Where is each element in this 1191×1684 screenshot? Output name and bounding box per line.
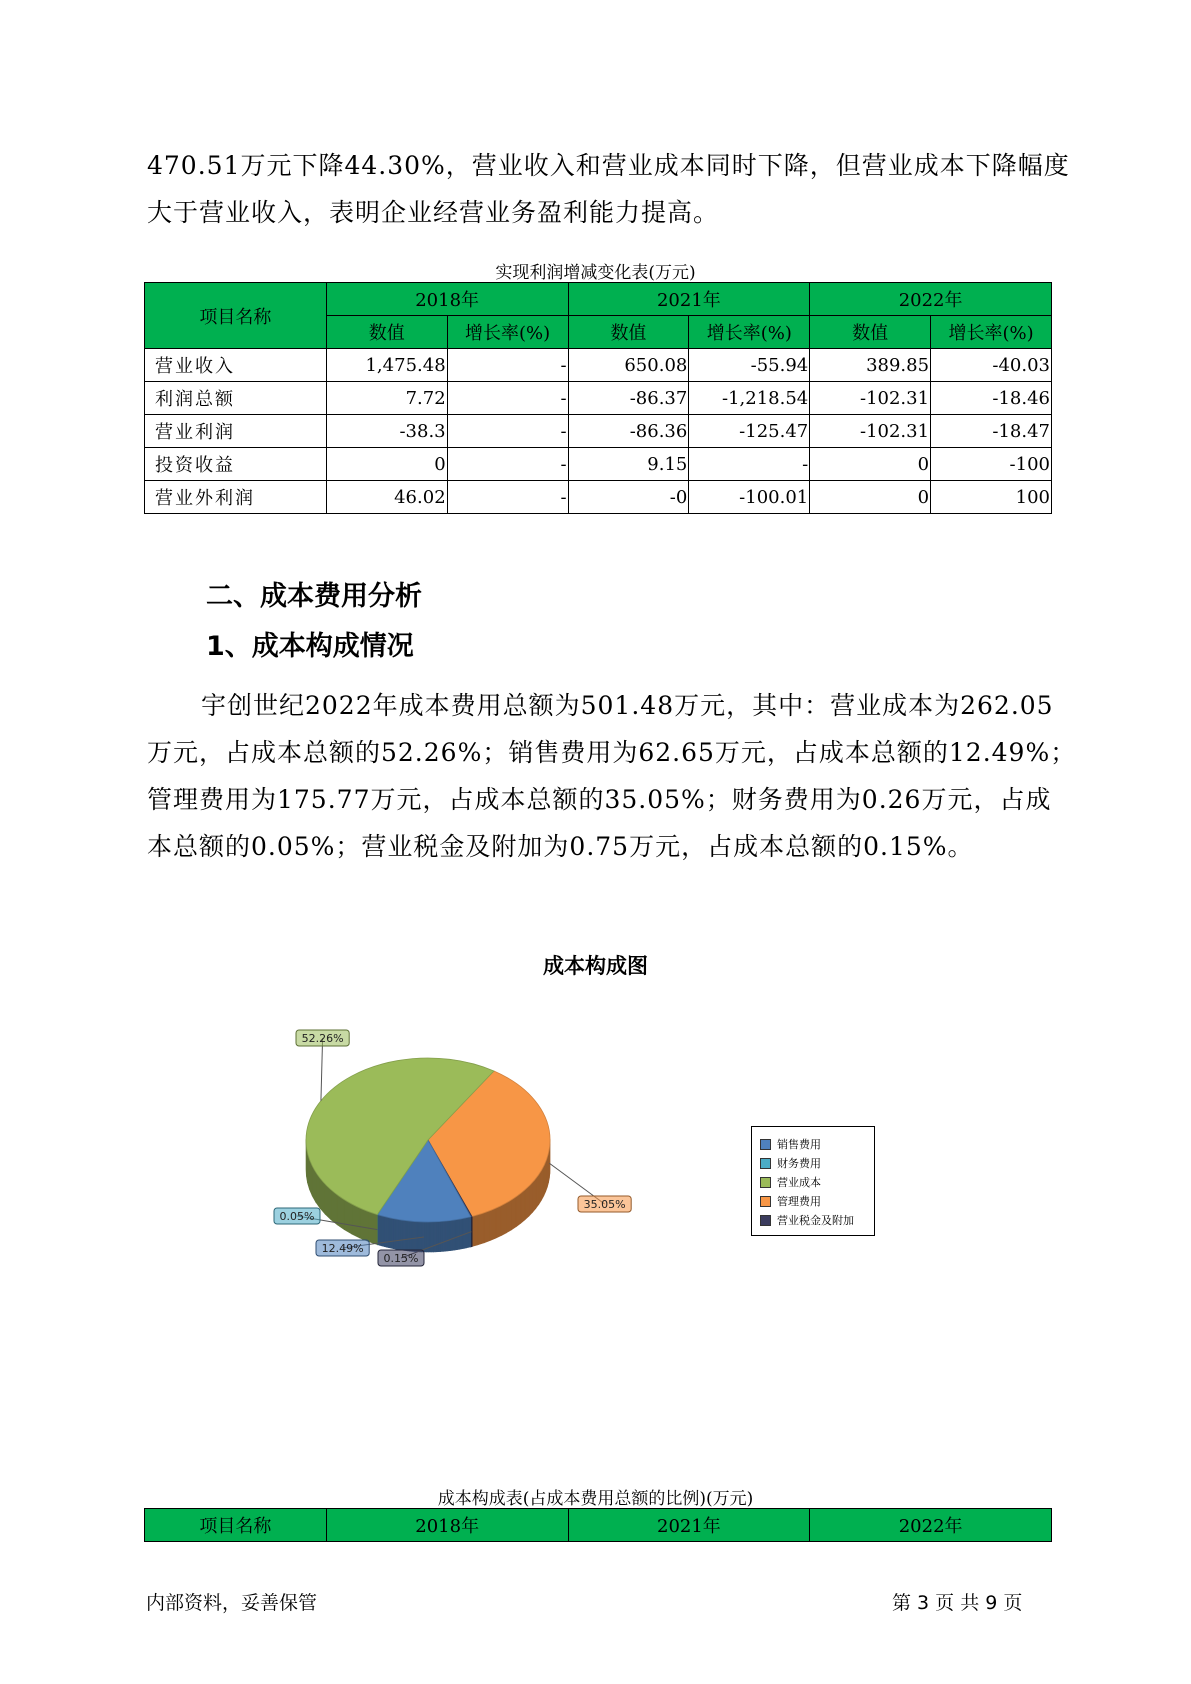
pie-wall-销售费用 (414, 1221, 416, 1251)
legend-swatch (760, 1196, 771, 1207)
pie-wall-管理费用 (539, 1170, 542, 1204)
pie-wall-销售费用 (441, 1221, 443, 1251)
legend-label: 销售费用 (777, 1138, 821, 1151)
cell-growth: -125.47 (689, 415, 810, 448)
pie-data-label: 0.05% (279, 1210, 315, 1223)
pie-wall-管理费用 (490, 1208, 496, 1240)
pie-wall-管理费用 (529, 1182, 533, 1216)
cell-value: -86.37 (568, 382, 689, 415)
legend-swatch (760, 1139, 771, 1150)
pie-wall-销售费用 (424, 1222, 426, 1252)
row-label: 营业利润 (145, 415, 327, 448)
pie-wall-销售费用 (434, 1222, 436, 1252)
pie-wall-销售费用 (436, 1222, 438, 1252)
pie-wall-销售费用 (396, 1219, 398, 1249)
cell-value: 46.02 (326, 481, 447, 514)
year-header: 2018年 (326, 1509, 568, 1542)
year-header: 2021年 (568, 1509, 810, 1542)
page-number: 第 3 页 共 9 页 (892, 1592, 1023, 1614)
pie-wall-营业成本 (360, 1208, 369, 1242)
pie-wall-销售费用 (464, 1218, 466, 1248)
legend-label: 财务费用 (777, 1157, 821, 1170)
year-header: 2018年 (326, 283, 568, 316)
pie-wall-销售费用 (443, 1221, 445, 1251)
year-header: 2022年 (810, 283, 1052, 316)
cell-value: 9.15 (568, 448, 689, 481)
cell-value: -86.36 (568, 415, 689, 448)
pie-data-label: 35.05% (583, 1198, 626, 1211)
pie-data-label: 0.15% (383, 1252, 419, 1265)
year-header: 2022年 (810, 1509, 1052, 1542)
intro-paragraph: 470.51万元下降44.30%，营业收入和营业成本同时下降，但营业成本下降幅度大于营业收入，表明企业经营业务盈利能力提高。 (147, 151, 1070, 227)
cell-growth: -40.03 (931, 349, 1052, 382)
pie-wall-管理费用 (512, 1197, 517, 1230)
cell-growth: - (447, 415, 568, 448)
cell-growth: -1,218.54 (689, 382, 810, 415)
growth-header: 增长率(%) (447, 316, 568, 349)
cell-value: -102.31 (810, 382, 931, 415)
pie-wall-销售费用 (389, 1218, 391, 1249)
pie-wall-管理费用 (525, 1186, 529, 1220)
table-row (145, 415, 1052, 448)
item-header: 项目名称 (145, 1509, 327, 1542)
pie-data-label: 52.26% (301, 1032, 344, 1045)
pie-wall-销售费用 (459, 1219, 461, 1249)
profit-table (144, 282, 1052, 514)
pie-wall-销售费用 (445, 1221, 447, 1251)
pie-wall-营业成本 (337, 1195, 344, 1230)
legend-item (760, 1173, 874, 1192)
pie-wall-营业成本 (331, 1190, 337, 1225)
pie-wall-管理费用 (478, 1213, 484, 1245)
cell-growth: 100 (931, 481, 1052, 514)
table-row (145, 448, 1052, 481)
pie-wall-销售费用 (450, 1220, 452, 1250)
pie-wall-销售费用 (391, 1218, 393, 1248)
cell-value: 0 (326, 448, 447, 481)
table-row (145, 382, 1052, 415)
pie-wall-销售费用 (457, 1219, 459, 1249)
pie-leader-line (321, 1038, 323, 1101)
cell-value: 0 (810, 448, 931, 481)
row-label: 营业外利润 (145, 481, 327, 514)
pie-wall-营业成本 (352, 1204, 360, 1238)
cell-growth: -55.94 (689, 349, 810, 382)
cell-growth: - (447, 349, 568, 382)
pie-wall-销售费用 (398, 1219, 400, 1249)
pie-wall-销售费用 (417, 1222, 419, 1252)
cost-pie-chart (260, 1010, 640, 1270)
pie-wall-销售费用 (410, 1221, 412, 1251)
cell-growth: -18.47 (931, 415, 1052, 448)
pie-wall-销售费用 (400, 1220, 402, 1250)
legend-label: 营业税金及附加 (777, 1214, 854, 1227)
legend-label: 营业成本 (777, 1176, 821, 1189)
cost-table-caption: 成本构成表(占成本费用总额的比例)(万元) (437, 1489, 754, 1509)
cell-value: 650.08 (568, 349, 689, 382)
pie-wall-管理费用 (536, 1174, 539, 1208)
cell-growth: - (689, 448, 810, 481)
cell-growth: -100 (931, 448, 1052, 481)
cell-value: -102.31 (810, 415, 931, 448)
row-label: 投资收益 (145, 448, 327, 481)
pie-wall-管理费用 (496, 1206, 501, 1239)
legend-swatch (760, 1215, 771, 1226)
pie-wall-销售费用 (431, 1222, 433, 1252)
pie-wall-营业成本 (325, 1184, 331, 1220)
legend-label: 管理费用 (777, 1195, 821, 1208)
pie-wall-销售费用 (452, 1220, 454, 1250)
profit-table-caption: 实现利润增减变化表(万元) (495, 263, 696, 283)
cell-value: 1,475.48 (326, 349, 447, 382)
cell-growth: - (447, 448, 568, 481)
chart-legend (751, 1126, 875, 1236)
year-header: 2021年 (568, 283, 810, 316)
growth-header: 增长率(%) (931, 316, 1052, 349)
section-heading: 二、成本费用分析 (206, 581, 422, 612)
pie-wall-管理费用 (541, 1166, 543, 1200)
pie-wall-管理费用 (484, 1211, 490, 1243)
pie-wall-管理费用 (472, 1215, 478, 1247)
table-row (145, 481, 1052, 514)
chart-title: 成本构成图 (543, 954, 648, 978)
pie-data-label: 12.49% (321, 1242, 364, 1255)
table-row (145, 349, 1052, 382)
pie-wall-管理费用 (516, 1193, 521, 1226)
cell-value: -38.3 (326, 415, 447, 448)
pie-wall-销售费用 (407, 1221, 409, 1251)
pie-wall-营业成本 (344, 1200, 352, 1234)
pie-wall-管理费用 (533, 1178, 536, 1212)
subsection-heading: 1、成本构成情况 (206, 631, 414, 662)
cell-growth: -18.46 (931, 382, 1052, 415)
growth-header: 增长率(%) (689, 316, 810, 349)
cell-growth: -100.01 (689, 481, 810, 514)
cell-value: 0 (810, 481, 931, 514)
legend-swatch (760, 1158, 771, 1169)
pie-wall-销售费用 (462, 1218, 464, 1248)
pie-wall-管理费用 (501, 1203, 506, 1236)
pie-wall-销售费用 (438, 1222, 440, 1252)
pie-wall-销售费用 (393, 1219, 395, 1249)
pie-wall-销售费用 (386, 1217, 388, 1248)
pie-wall-管理费用 (521, 1190, 525, 1224)
pie-wall-销售费用 (455, 1220, 457, 1250)
pie-wall-销售费用 (448, 1221, 450, 1251)
row-label: 营业收入 (145, 349, 327, 382)
cell-value: 389.85 (810, 349, 931, 382)
pie-wall-销售费用 (403, 1220, 405, 1250)
cell-value: -0 (568, 481, 689, 514)
pie-wall-销售费用 (405, 1221, 407, 1251)
value-header: 数值 (568, 316, 689, 349)
cost-paragraph: 宇创世纪2022年成本费用总额为501.48万元，其中：营业成本为262.05万元，占成本总额的52.26%；销售费用为62.65万元，占成本总额的12.49%；管理费用为175.77万元，占成本总额的35.05%；财务费用为0.26万元，占成本总额的0.05%；营业税金及附加为0.75万元，占成本总额的0.15%。 (147, 691, 1077, 861)
value-header: 数值 (810, 316, 931, 349)
pie-wall-销售费用 (412, 1221, 414, 1251)
legend-swatch (760, 1177, 771, 1188)
cost-table (144, 1508, 1052, 1542)
value-header: 数值 (326, 316, 447, 349)
legend-item (760, 1192, 874, 1211)
cell-growth: - (447, 382, 568, 415)
cell-growth: - (447, 481, 568, 514)
item-header: 项目名称 (145, 283, 327, 349)
legend-item (760, 1211, 874, 1230)
pie-wall-管理费用 (506, 1200, 511, 1233)
legend-item (760, 1135, 874, 1154)
pie-wall-销售费用 (378, 1215, 380, 1246)
row-label: 利润总额 (145, 382, 327, 415)
footer-left: 内部资料，妥善保管 (146, 1592, 318, 1614)
pie-wall-销售费用 (380, 1215, 382, 1246)
cell-value: 7.72 (326, 382, 447, 415)
legend-item (760, 1154, 874, 1173)
